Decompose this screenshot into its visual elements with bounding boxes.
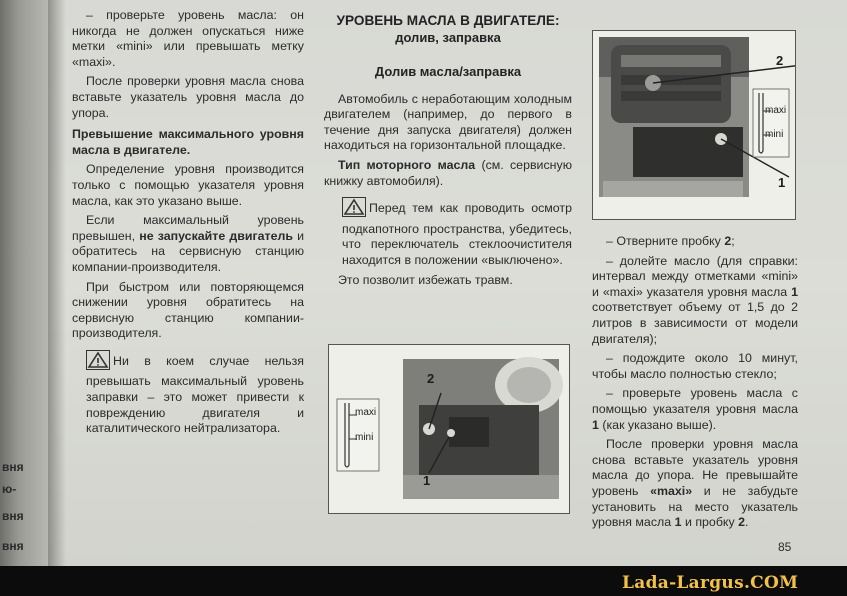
- dipstick-maxi-label: maxi: [355, 407, 377, 418]
- warning-triangle-icon: [86, 350, 110, 375]
- paragraph: При быстром или повторяющемся снижении уровня обратитесь на сервисную станцию компании-производителя.: [72, 279, 304, 341]
- warning-paragraph: [72, 350, 304, 437]
- reference-number: 2: [724, 234, 732, 248]
- engine-photo-illustration: [329, 345, 569, 513]
- paragraph: [324, 158, 572, 189]
- step-item: [592, 254, 798, 348]
- text: и не забудьте установить на место указатель уровня масла: [592, 483, 798, 530]
- callout-label: 2: [427, 371, 435, 386]
- dipstick-mini-label: mini: [355, 432, 374, 443]
- text: – Отверните пробку: [606, 234, 721, 248]
- warning-triangle-icon: [342, 197, 366, 222]
- step-item: – подождите около 10 минут, чтобы масло полностью стекло;: [592, 351, 798, 381]
- engine-oil-dipstick-figure: [592, 30, 796, 220]
- reference-number: 1: [674, 515, 682, 530]
- previous-page-edge: [0, 0, 48, 566]
- warning-paragraph: [324, 197, 572, 268]
- left-edge-text: вня: [2, 509, 24, 523]
- middle-column: [324, 12, 572, 292]
- emphasis-text: не запускайте двигатель: [139, 228, 293, 243]
- section-heading: Долив масла/заправка: [374, 64, 522, 79]
- text: .: [745, 515, 749, 530]
- warning-text: Ни в коем случае нельзя превышать максимальный уровень заправки – это может привести к повреждению двигателя и каталитического нейтрализатора.: [86, 353, 304, 436]
- right-column: [592, 234, 798, 535]
- text: соответствует объему от 1,5 до 2 литров в зависимости от модели двигателя);: [592, 300, 798, 346]
- callout-label: 1: [423, 473, 431, 488]
- text: – проверьте уровень масла с помощью указателя уровня масла: [592, 386, 798, 416]
- paragraph: [592, 437, 798, 531]
- paragraph: – проверьте уровень масла: он никогда не должен опускаться ниже метки «mini» или превышать метку «maxi».: [72, 8, 304, 69]
- dipstick-mini-label: mini: [765, 129, 784, 140]
- left-edge-text: ю-: [2, 482, 17, 496]
- step-item: [592, 386, 798, 433]
- emphasis-text: Тип моторного масла: [338, 157, 476, 172]
- text: (см. сервисную книжку автомобиля).: [324, 157, 572, 188]
- page-number: 85: [778, 540, 792, 554]
- emphasis-text: «maxi»: [650, 483, 693, 498]
- warning-text: Перед тем как проводить осмотр подкапотного пространства, убедитесь, что переключатель стеклоочистителя находится в положении «выключено».: [342, 201, 572, 267]
- text: и пробку: [684, 515, 735, 530]
- reference-number: 2: [738, 515, 746, 530]
- reference-number: 1: [592, 417, 599, 432]
- engine-photo-illustration: [593, 31, 795, 219]
- engine-oil-dipstick-figure: [328, 344, 570, 514]
- callout-label: 1: [778, 175, 786, 190]
- left-edge-text: вня: [2, 460, 24, 474]
- step-item: [592, 234, 798, 250]
- left-edge-text: вня: [2, 539, 24, 553]
- page-title: УРОВЕНЬ МАСЛА В ДВИГАТЕЛЕ:: [336, 13, 560, 28]
- paragraph: Определение уровня производится только с помощью указателя уровня масла, как это указано выше.: [72, 162, 304, 208]
- dipstick-maxi-label: maxi: [765, 105, 787, 116]
- page-subtitle: долив, заправка: [395, 30, 501, 45]
- text: ;: [731, 234, 735, 248]
- site-watermark: Lada-Largus.COM: [622, 573, 799, 593]
- text: – долейте масло (для справки: интервал между отметками «mini» и «maxi» указателя уровня масла: [592, 253, 798, 299]
- callout-label: 2: [776, 53, 784, 68]
- paragraph: [72, 213, 304, 275]
- section-heading: Превышение максимального уровня масла в двигателе.: [72, 127, 304, 157]
- left-column: [72, 8, 304, 441]
- paragraph: Это позволит избежать травм.: [338, 272, 513, 287]
- text: Если максимальный уровень превышен,: [72, 213, 304, 243]
- manual-page: [48, 0, 847, 566]
- reference-number: 1: [791, 284, 798, 299]
- text: и обратитесь на сервисную станцию компании-производителя.: [72, 228, 304, 274]
- text: (как указано выше).: [602, 417, 717, 432]
- text: После проверки уровня масла снова вставьте указатель уровня масла до упора. Не превышайте уровень: [592, 437, 798, 498]
- paragraph: Автомобиль с неработающим холодным двигателем (например, до первого в течение дня запуска двигателя) должен находиться на горизонтальной площадке.: [324, 91, 572, 153]
- paragraph: После проверки уровня масла снова вставьте указатель уровня масла до упора.: [72, 74, 304, 120]
- page-fold-shadow: [48, 0, 66, 566]
